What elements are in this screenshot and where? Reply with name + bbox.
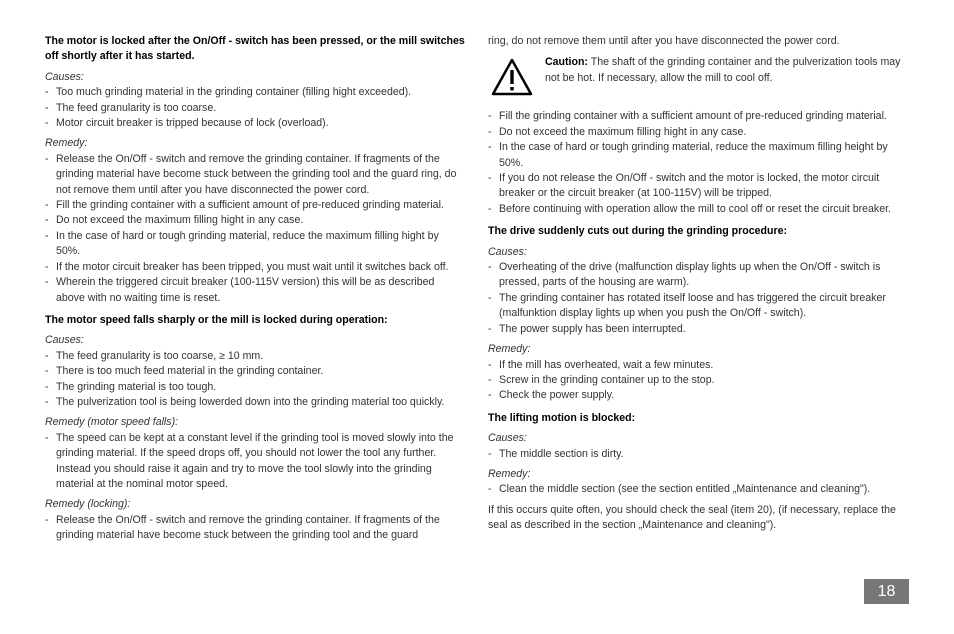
causes-list-motor-speed bbox=[45, 349, 465, 411]
list-item: - The grinding material is too tough. bbox=[45, 380, 465, 395]
causes-label: Causes: bbox=[45, 334, 84, 347]
list-item: - There is too much feed material in the grinding container. bbox=[45, 364, 465, 379]
list-item: - Fill the grinding container with a sufficient amount of pre-reduced grinding material. bbox=[488, 109, 910, 124]
right-column bbox=[488, 34, 910, 534]
list-item: - Overheating of the drive (malfunction display lights up when the On/Off - switch is pressed, parts of the housing are warm). bbox=[488, 260, 910, 291]
remedy-list-drive bbox=[488, 358, 910, 404]
remedy-list-motor-locked bbox=[45, 152, 465, 306]
page-number: 18 bbox=[864, 579, 909, 604]
remedy-locking-label: Remedy (locking): bbox=[45, 498, 131, 511]
list-item: - The pulverization tool is being lowerded down into the grinding material too quickly. bbox=[45, 395, 465, 410]
causes-label: Causes: bbox=[488, 432, 527, 445]
remedy-list-speed bbox=[45, 431, 465, 493]
remedy-list-locking bbox=[45, 513, 465, 544]
list-item: - Release the On/Off - switch and remove the grinding container. If fragments of the grinding material have become stuck between the grinding tool and the guard bbox=[45, 513, 465, 544]
list-item: - Wherein the triggered circuit breaker (100-115V version) this will be as described above with no waiting time is reset. bbox=[45, 275, 465, 306]
list-item: - The speed can be kept at a constant level if the grinding tool is moved slowly into the grinding material. If the speed drops off, you should not lower the tool any further. Instead you should raise it again and try to move the tool slowly into the grinding material at the nominal motor speed. bbox=[45, 431, 465, 493]
caution-label: Caution: bbox=[545, 56, 588, 69]
list-item: - If you do not release the On/Off - switch and the motor is locked, the motor circuit breaker or the circuit breaker (at 100-115V) will be tripped. bbox=[488, 171, 910, 202]
caution-text bbox=[545, 55, 910, 86]
list-item: - Too much grinding material in the grinding container (filling hight exceeded). bbox=[45, 85, 465, 100]
list-item: - The feed granularity is too coarse, ≥ 10 mm. bbox=[45, 349, 465, 364]
section-heading-lifting-blocked: The lifting motion is blocked: bbox=[488, 411, 636, 424]
list-item: - In the case of hard or tough grinding material, reduce the maximum filling hight by 50%. bbox=[45, 229, 465, 260]
list-item: - Screw in the grinding container up to the stop. bbox=[488, 373, 910, 388]
list-item: - If the mill has overheated, wait a few minutes. bbox=[488, 358, 910, 373]
list-item: - Check the power supply. bbox=[488, 388, 910, 403]
list-item: - The power supply has been interrupted. bbox=[488, 322, 910, 337]
remedy-list-lifting bbox=[488, 482, 910, 497]
caution-body: The shaft of the grinding container and the pulverization tools may not be hot. If necessary, allow the mill to cool off. bbox=[545, 56, 901, 84]
list-item: - The grinding container has rotated itself loose and has triggered the circuit breaker (malfunktion display lights up when you push the On/Off - switch). bbox=[488, 291, 910, 322]
list-item: - Clean the middle section (see the section entitled „Maintenance and cleaning"). bbox=[488, 482, 910, 497]
left-column bbox=[45, 34, 465, 544]
section-heading-drive-cuts-out: The drive suddenly cuts out during the grinding procedure: bbox=[488, 225, 787, 238]
list-item: - Motor circuit breaker is tripped because of lock (overload). bbox=[45, 116, 465, 131]
caution-box bbox=[488, 55, 910, 101]
list-item: - In the case of hard or tough grinding material, reduce the maximum filling height by 50%. bbox=[488, 140, 910, 171]
section-heading-motor-locked: The motor is locked after the On/Off - switch has been pressed, or the mill switches off shortly after it has started. bbox=[45, 35, 465, 63]
list-item: - Do not exceed the maximum filling hight in any case. bbox=[488, 125, 910, 140]
list-item: - The middle section is dirty. bbox=[488, 447, 910, 462]
causes-list-drive bbox=[488, 260, 910, 337]
final-paragraph: If this occurs quite often, you should check the seal (item 20), (if necessary, replace the seal as described in the section „Maintenance and cleaning"). bbox=[488, 503, 896, 532]
list-item: - Before continuing with operation allow the mill to cool off or reset the circuit breaker. bbox=[488, 202, 910, 217]
remedy-label: Remedy: bbox=[488, 467, 531, 480]
remedy-label: Remedy: bbox=[45, 137, 88, 150]
section-heading-motor-speed: The motor speed falls sharply or the mill is locked during operation: bbox=[45, 313, 388, 326]
list-item: - Release the On/Off - switch and remove the grinding container. If fragments of the grinding material have become stuck between the grinding tool and the guard ring, do not remove them until after you have disconnected the power cord. bbox=[45, 152, 465, 198]
continuation-text: ring, do not remove them until after you have disconnected the power cord. bbox=[488, 35, 840, 47]
list-item: - Do not exceed the maximum filling hight in any case. bbox=[45, 213, 465, 228]
causes-list-motor-locked bbox=[45, 85, 465, 131]
causes-label: Causes: bbox=[488, 245, 527, 258]
list-item: - If the motor circuit breaker has been tripped, you must wait until it switches back off. bbox=[45, 260, 465, 275]
list-item: - The feed granularity is too coarse. bbox=[45, 101, 465, 116]
causes-list-lifting bbox=[488, 447, 910, 462]
remedy-label: Remedy: bbox=[488, 343, 531, 356]
remedy-speed-label: Remedy (motor speed falls): bbox=[45, 416, 179, 429]
causes-label: Causes: bbox=[45, 70, 84, 83]
list-item: - Fill the grinding container with a sufficient amount of pre-reduced grinding material. bbox=[45, 198, 465, 213]
remedy-list-continued bbox=[488, 109, 910, 217]
warning-triangle-icon bbox=[490, 57, 534, 97]
